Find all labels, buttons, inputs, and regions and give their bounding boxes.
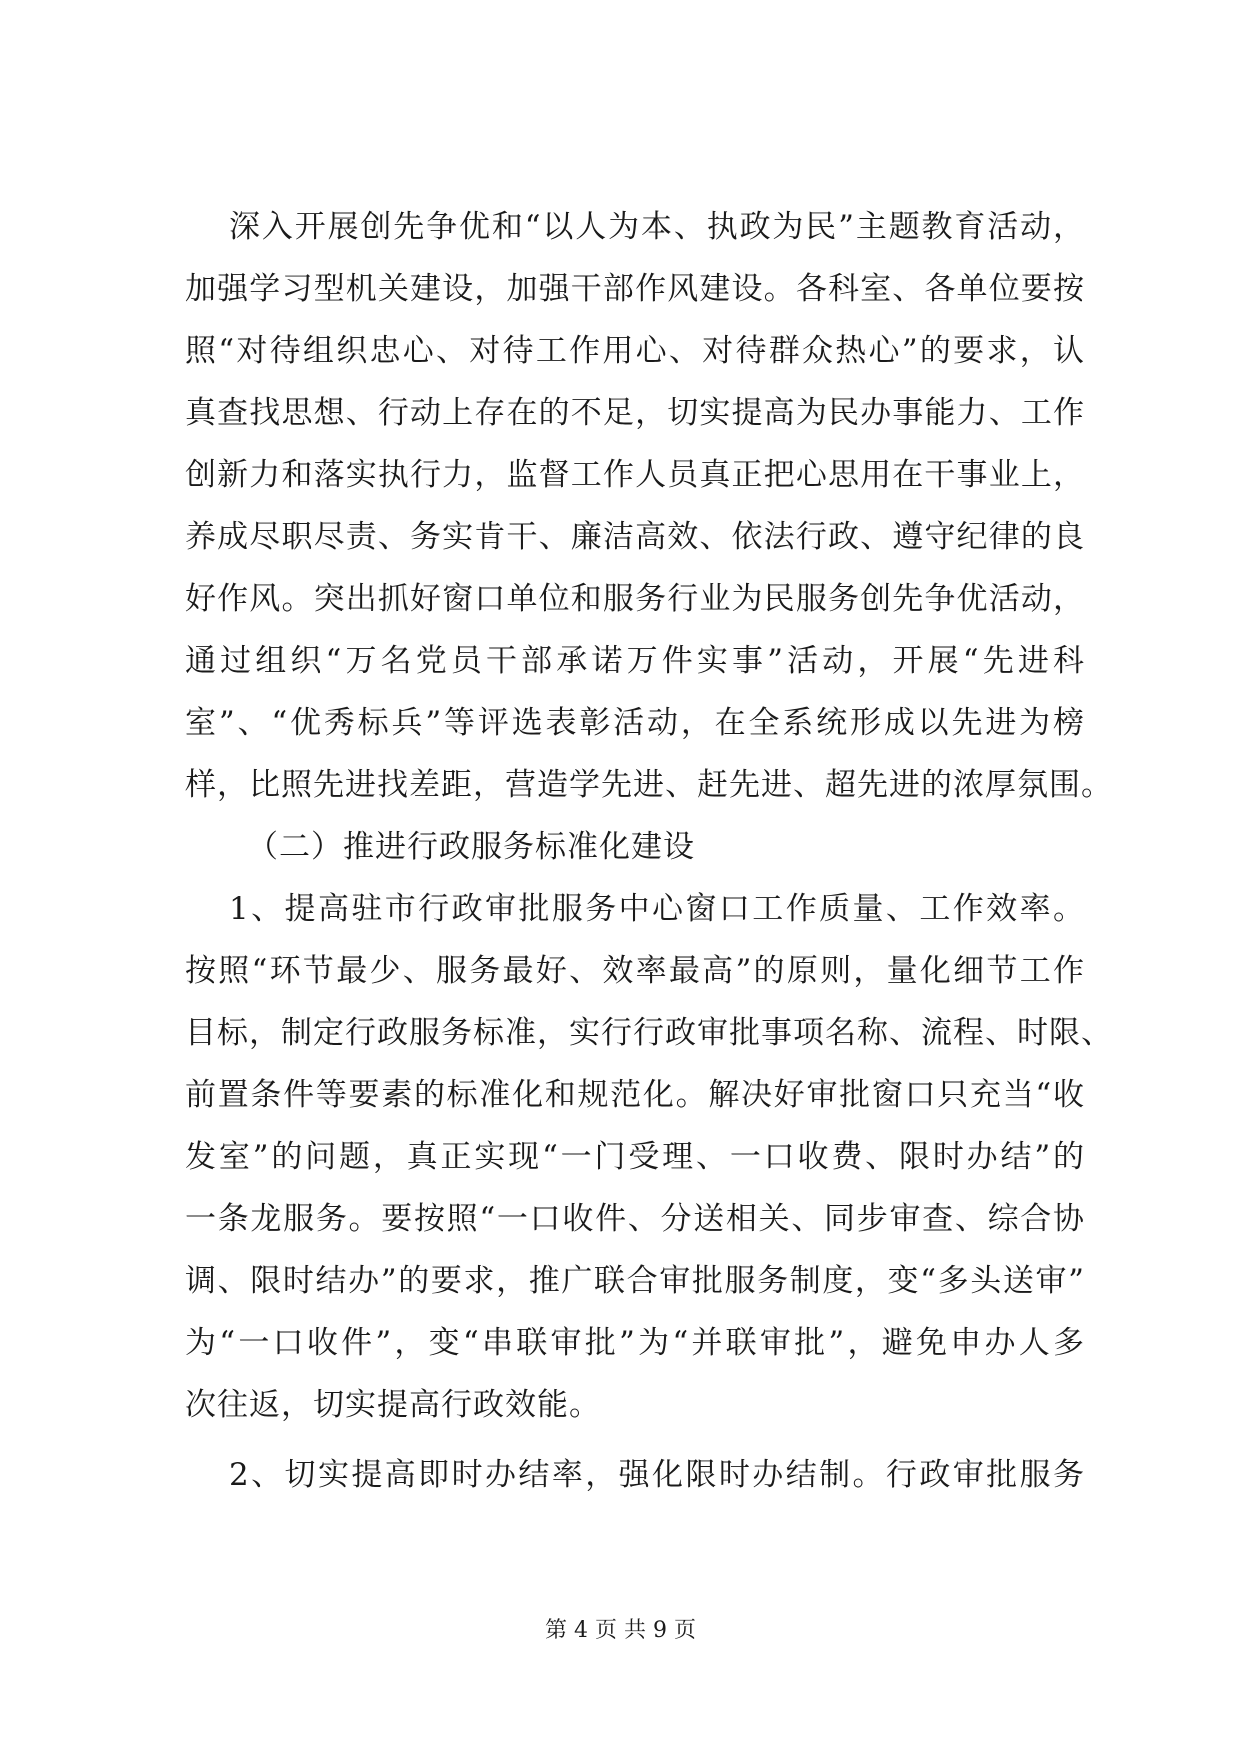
paragraph-line: 发室”的问题，真正实现“一门受理、一口收费、限时办结”的 [185,1139,1085,1175]
paragraph-line: 前置条件等要素的标准化和规范化。解决好审批窗口只充当“收 [185,1077,1085,1113]
paragraph-line: 一条龙服务。要按照“一口收件、分送相关、同步审查、综合协 [185,1201,1085,1237]
paragraph-line: 好作风。突出抓好窗口单位和服务行业为民服务创先争优活动， [185,581,1085,617]
paragraph-line: 目标，制定行政服务标准，实行行政审批事项名称、流程、时限、 [185,1015,1113,1051]
paragraph-line: 按照“环节最少、服务最好、效率最高”的原则，量化细节工作 [185,953,1085,989]
paragraph-line: 样，比照先进找差距，营造学先进、赶先进、超先进的浓厚氛围。 [185,767,1113,803]
paragraph-line: 次往返，切实提高行政效能。 [185,1387,601,1423]
paragraph-line: 真查找思想、行动上存在的不足，切实提高为民办事能力、工作 [185,395,1085,431]
section-heading: （二）推进行政服务标准化建设 [247,829,695,865]
paragraph-line: 通过组织“万名党员干部承诺万件实事”活动，开展“先进科 [185,643,1085,679]
paragraph-line: 照“对待组织忠心、对待工作用心、对待群众热心”的要求，认 [185,333,1085,369]
paragraph-line: 2、切实提高即时办结率，强化限时办结制。行政审批服务 [229,1457,1085,1493]
paragraph-line: 深入开展创先争优和“以人为本、执政为民”主题教育活动， [229,209,1085,245]
paragraph-line: 调、限时结办”的要求，推广联合审批服务制度，变“多头送审” [185,1263,1085,1299]
paragraph-line: 1、提高驻市行政审批服务中心窗口工作质量、工作效率。 [229,891,1085,927]
paragraph-line: 养成尽职尽责、务实肯干、廉洁高效、依法行政、遵守纪律的良 [185,519,1085,555]
paragraph-line: 加强学习型机关建设，加强干部作风建设。各科室、各单位要按 [185,271,1085,307]
document-body [185,196,1113,1506]
page-number-footer: 第 4 页 共 9 页 [545,1618,696,1643]
paragraph-line: 为“一口收件”，变“串联审批”为“并联审批”，避免申办人多 [185,1325,1085,1361]
paragraph-line: 室”、“优秀标兵”等评选表彰活动，在全系统形成以先进为榜 [185,705,1085,741]
paragraph-line: 创新力和落实执行力，监督工作人员真正把心思用在干事业上， [185,457,1085,493]
